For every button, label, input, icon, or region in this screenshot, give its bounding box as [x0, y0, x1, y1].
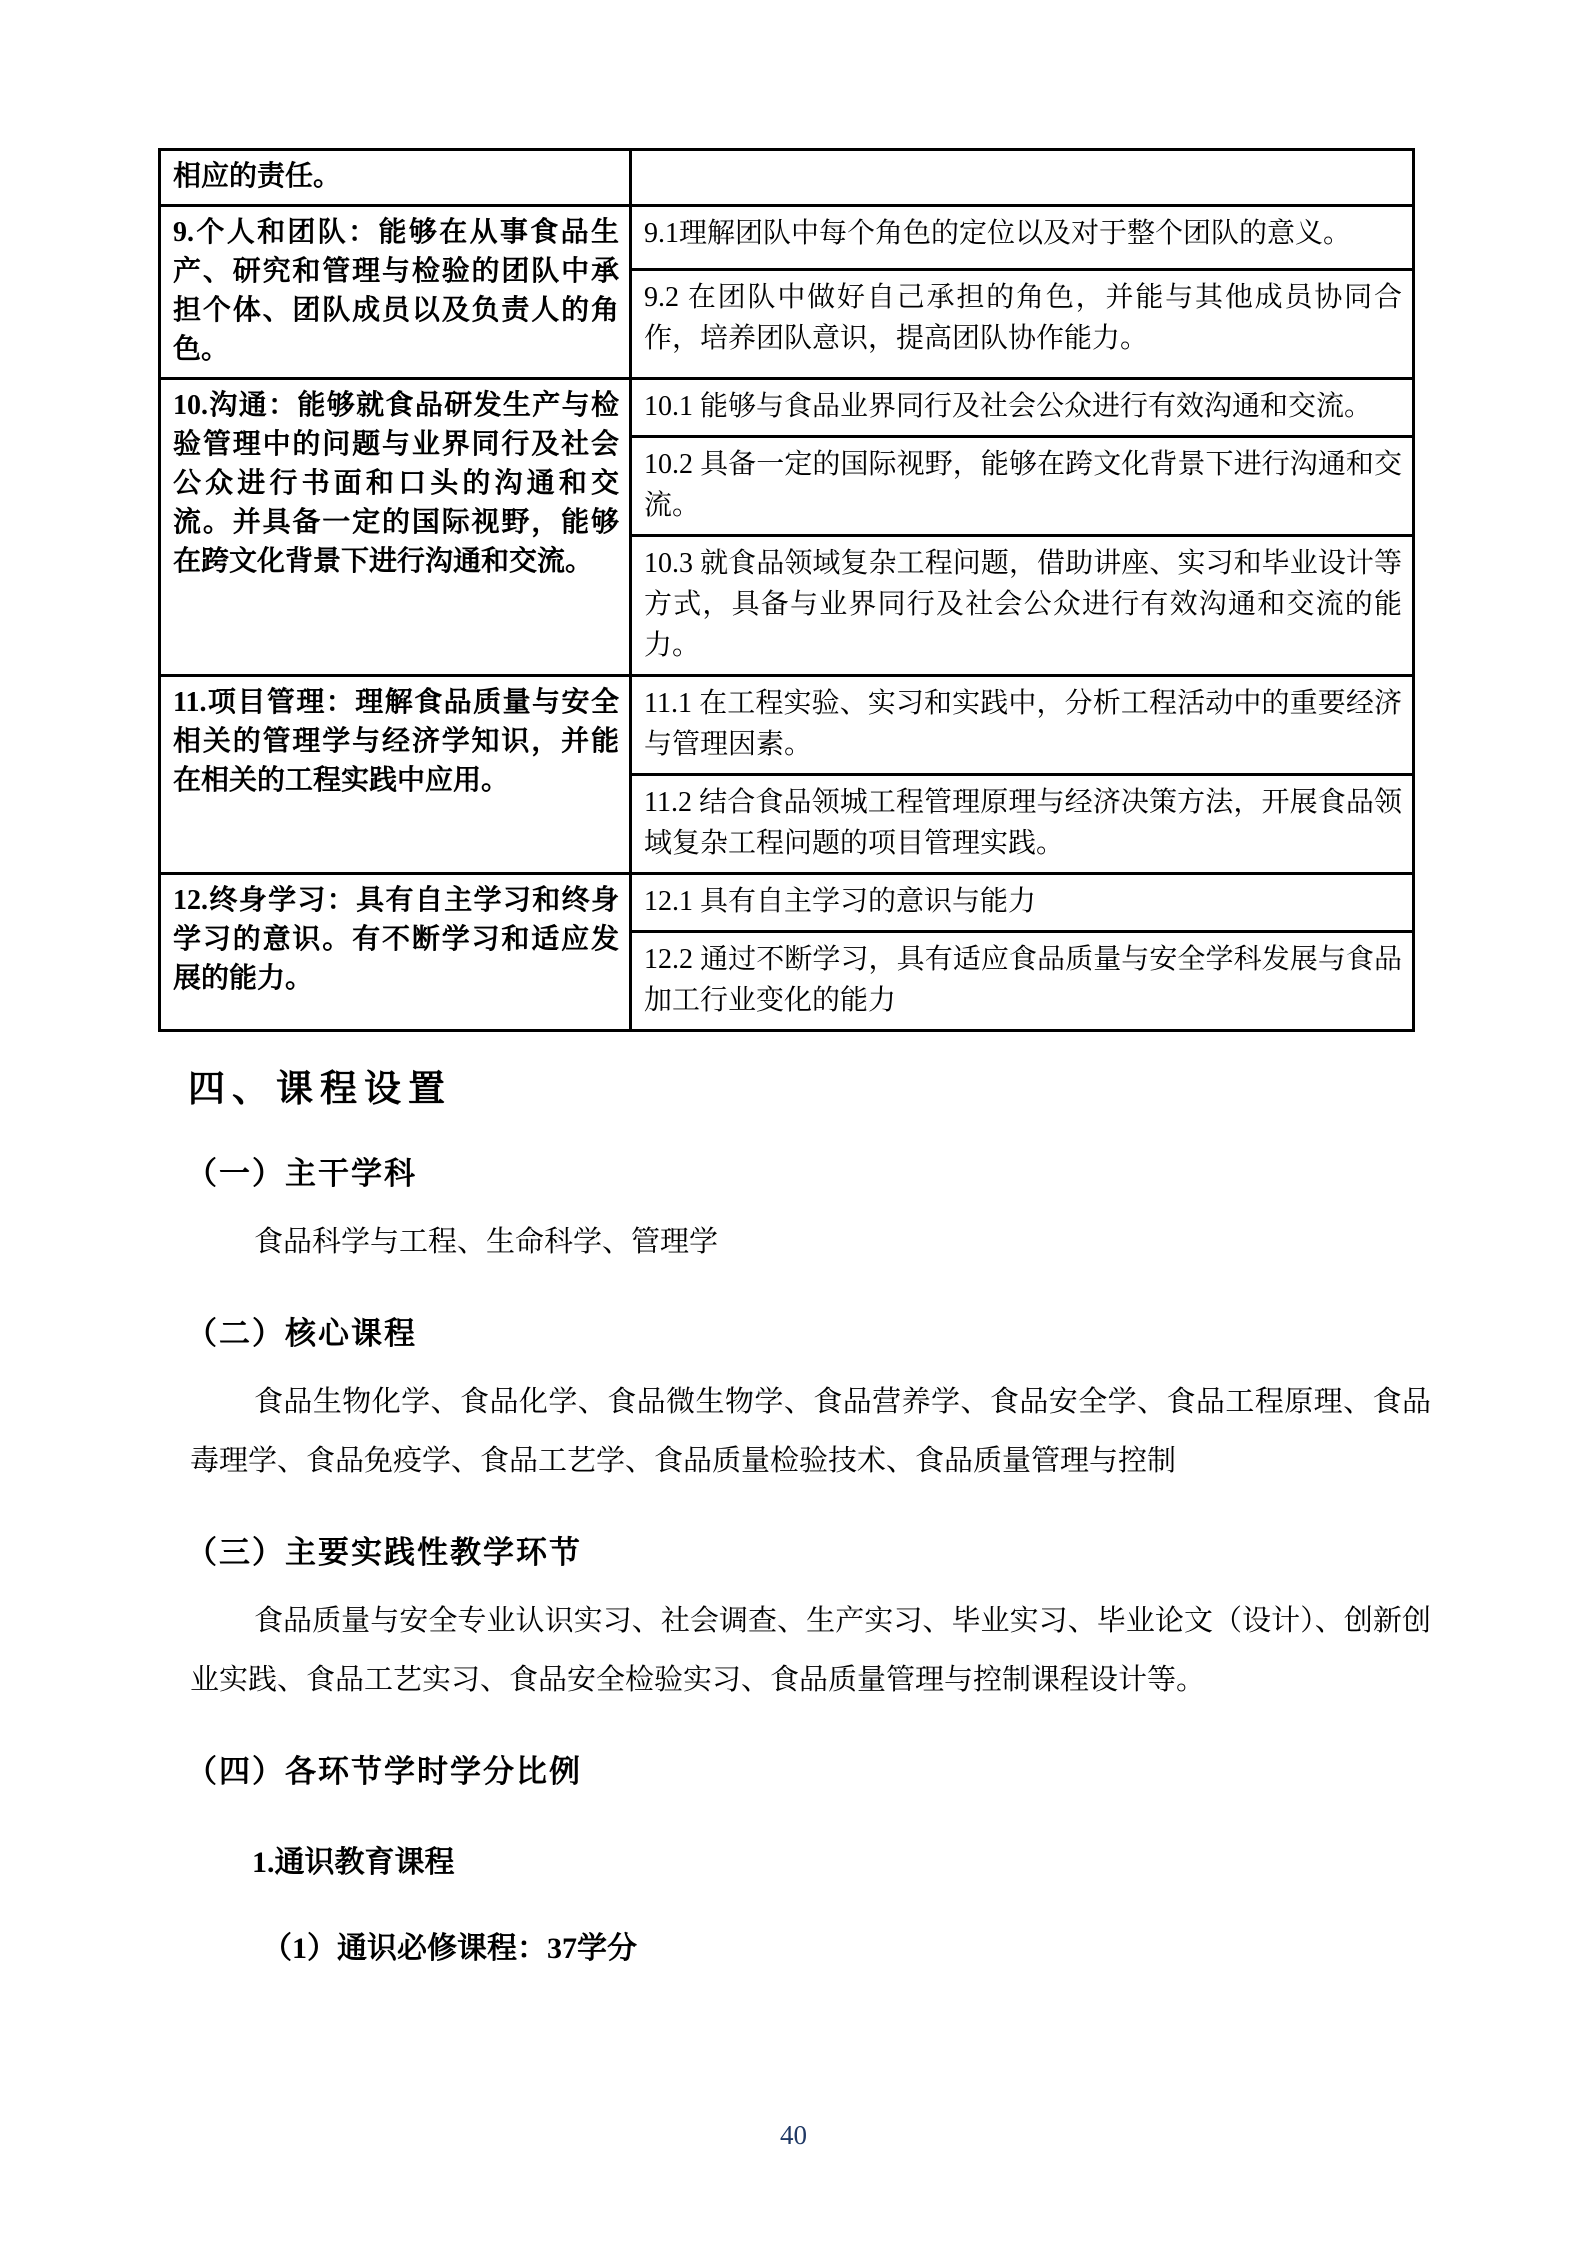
- section-heading-curriculum: 四、课程设置: [188, 1069, 452, 1110]
- indicator-cell: 9.2 在团队中做好自己承担的角色，并能与其他成员协同合作，培养团队意识，提高团队协作能力。: [631, 269, 1414, 378]
- paragraph-main-disciplines: 食品科学与工程、生命科学、管理学: [254, 1226, 719, 1258]
- indicator-cell: 12.1 具有自主学习的意识与能力: [631, 874, 1414, 932]
- indicator-cell: 10.1 能够与食品业界同行及社会公众进行有效沟通和交流。: [631, 379, 1414, 437]
- table-row: [160, 379, 1414, 437]
- table-row: [160, 874, 1414, 932]
- list-item-general-education: 1.通识教育课程: [252, 1846, 455, 1879]
- indicator-cell: 10.2 具备一定的国际视野，能够在跨文化背景下进行沟通和交流。: [631, 437, 1414, 536]
- requirement-cell: 12.终身学习：具有自主学习和终身学习的意识。有不断学习和适应发展的能力。: [160, 874, 631, 1031]
- indicator-cell: 11.2 结合食品领城工程管理原理与经济决策方法，开展食品领域复杂工程问题的项目管理实践。: [631, 775, 1414, 874]
- paragraph-practical-teaching: 食品质量与安全专业认识实习、社会调查、生产实习、毕业实习、毕业论文（设计）、创新创业实践、食品工艺实习、食品安全检验实习、食品质量管理与控制课程设计等。: [190, 1605, 1431, 1696]
- list-item-general-required-credits: （1）通识必修课程：37学分: [262, 1932, 637, 1965]
- requirement-cell: 11.项目管理：理解食品质量与安全相关的管理学与经济学知识，并能在相关的工程实践中应用。: [160, 676, 631, 874]
- subsection-title-main-disciplines: （一）主干学科: [186, 1156, 417, 1191]
- indicator-cell: 9.1理解团队中每个角色的定位以及对于整个团队的意义。: [631, 206, 1414, 270]
- indicator-cell: 11.1 在工程实验、实习和实践中，分析工程活动中的重要经济与管理因素。: [631, 676, 1414, 775]
- requirement-cell: 相应的责任。: [160, 150, 631, 206]
- table-row: [160, 150, 1414, 206]
- subsection-title-practical-teaching: （三）主要实践性教学环节: [186, 1535, 582, 1570]
- indicator-cell: 10.3 就食品领域复杂工程问题，借助讲座、实习和毕业设计等方式，具备与业界同行及社会公众进行有效沟通和交流的能力。: [631, 536, 1414, 676]
- requirement-cell: 9.个人和团队：能够在从事食品生产、研究和管理与检验的团队中承担个体、团队成员以及负责人的角色。: [160, 206, 631, 379]
- table-row: [160, 206, 1414, 270]
- indicator-cell: 12.2 通过不断学习，具有适应食品质量与安全学科发展与食品加工行业变化的能力: [631, 932, 1414, 1031]
- page-number: 40: [780, 2120, 807, 2150]
- table-row: [160, 676, 1414, 775]
- subsection-title-credit-ratio: （四）各环节学时学分比例: [186, 1754, 582, 1789]
- subsection-title-core-courses: （二）核心课程: [186, 1316, 417, 1351]
- outcomes-table: [158, 148, 1415, 1032]
- paragraph-core-courses: 食品生物化学、食品化学、食品微生物学、食品营养学、食品安全学、食品工程原理、食品毒理学、食品免疫学、食品工艺学、食品质量检验技术、食品质量管理与控制: [190, 1386, 1431, 1477]
- requirement-cell: 10.沟通：能够就食品研发生产与检验管理中的问题与业界同行及社会公众进行书面和口头的沟通和交流。并具备一定的国际视野，能够在跨文化背景下进行沟通和交流。: [160, 379, 631, 676]
- indicator-cell: [631, 150, 1414, 206]
